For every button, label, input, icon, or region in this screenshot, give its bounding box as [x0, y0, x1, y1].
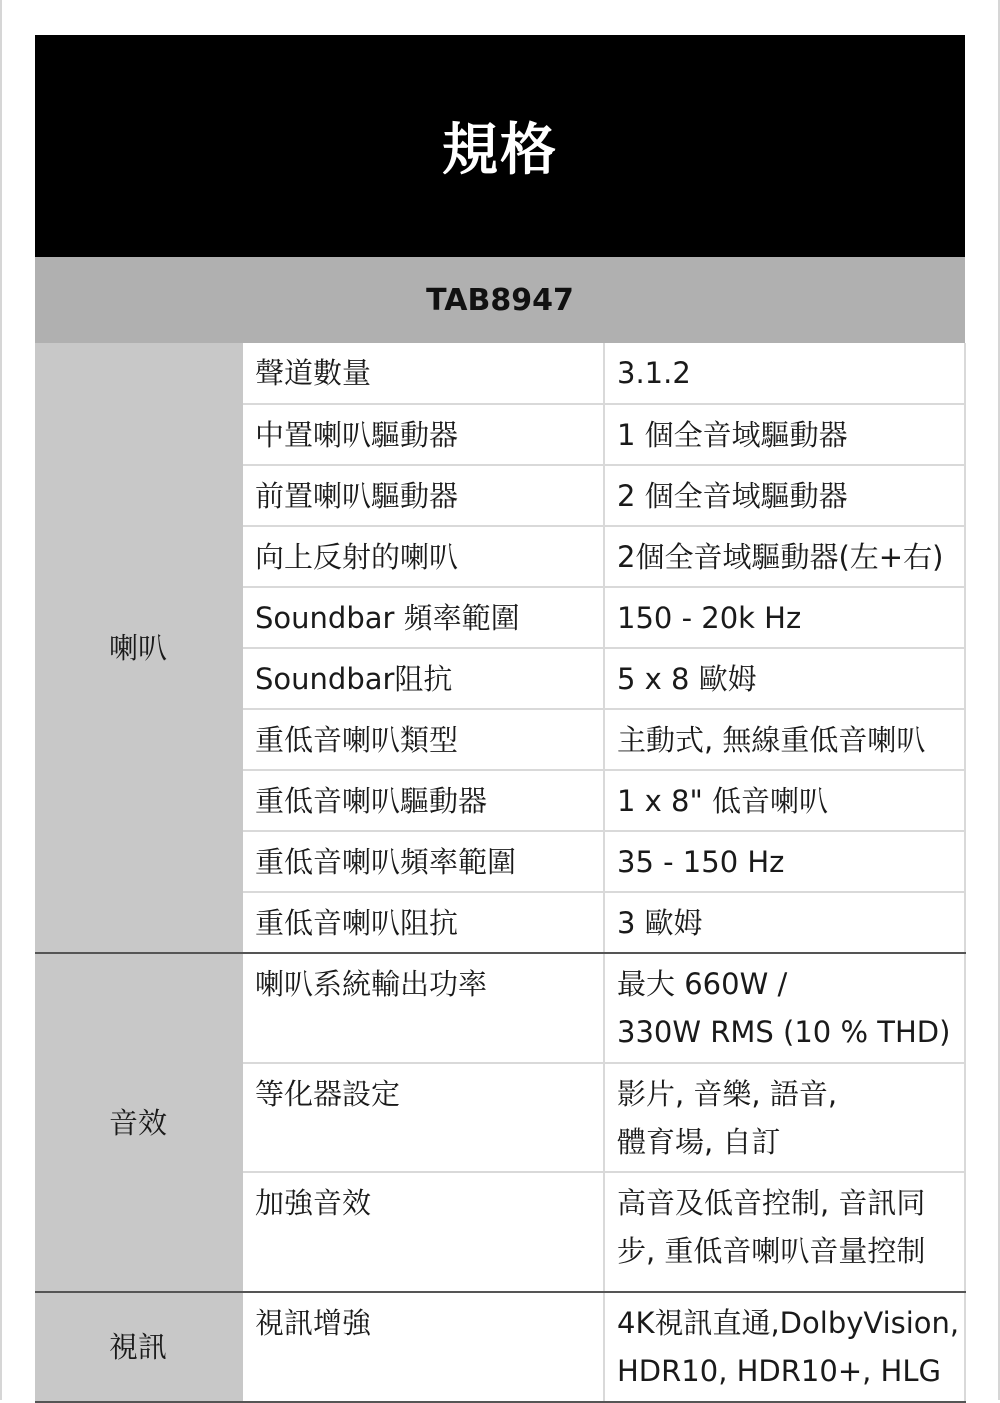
spec-value: 2個全音域驅動器(左+右): [604, 526, 965, 587]
spec-key: 喇叭系統輸出功率: [243, 953, 604, 1063]
category-sound: 音效: [35, 953, 243, 1292]
spec-value-line: 330W RMS (10 % THD): [617, 1015, 951, 1049]
spec-value: 3 歐姆: [604, 892, 965, 953]
spec-value-line: 影片, 音樂, 語音,: [617, 1077, 838, 1111]
spec-value: 3.1.2: [604, 343, 965, 404]
spec-key: 重低音喇叭阻抗: [243, 892, 604, 953]
spec-value: 1 個全音域驅動器: [604, 404, 965, 465]
spec-value: 35 - 150 Hz: [604, 831, 965, 892]
spec-value: 150 - 20k Hz: [604, 587, 965, 648]
spec-key: 中置喇叭驅動器: [243, 404, 604, 465]
spec-value-line: 4K視訊直通,DolbyVision,: [617, 1306, 960, 1340]
spec-value: 2 個全音域驅動器: [604, 465, 965, 526]
spec-key: 聲道數量: [243, 343, 604, 404]
spec-key: Soundbar 頻率範圍: [243, 587, 604, 648]
spec-key: 重低音喇叭驅動器: [243, 770, 604, 831]
spec-table: [35, 343, 966, 1403]
spec-key: 前置喇叭驅動器: [243, 465, 604, 526]
spec-value-line: 體育場, 自訂: [617, 1125, 781, 1159]
spec-key: 等化器設定: [243, 1063, 604, 1172]
spec-value-line: HDR10, HDR10+, HLG: [617, 1354, 941, 1388]
category-video: 視訊: [35, 1292, 243, 1402]
page-title: 規格: [442, 118, 558, 183]
table-row: [35, 343, 965, 404]
model-name: TAB8947: [426, 282, 574, 318]
spec-key: 重低音喇叭類型: [243, 709, 604, 770]
spec-key: 重低音喇叭頻率範圍: [243, 831, 604, 892]
spec-value: 1 x 8" 低音喇叭: [604, 770, 965, 831]
title-banner: [35, 35, 965, 257]
spec-key: 視訊增強: [243, 1292, 604, 1402]
spec-key: Soundbar阻抗: [243, 648, 604, 709]
spec-value: [604, 1172, 965, 1292]
spec-value: [604, 1063, 965, 1172]
table-row: [35, 1292, 965, 1402]
spec-key: 加強音效: [243, 1172, 604, 1292]
spec-value-line: 高音及低音控制, 音訊同: [617, 1186, 926, 1220]
spec-value: 5 x 8 歐姆: [604, 648, 965, 709]
category-speaker: 喇叭: [35, 343, 243, 953]
spec-value: 主動式, 無線重低音喇叭: [604, 709, 965, 770]
spec-key: 向上反射的喇叭: [243, 526, 604, 587]
spec-value-line: 最大 660W /: [617, 967, 788, 1001]
table-row: [35, 953, 965, 1063]
spec-value-line: 步, 重低音喇叭音量控制: [617, 1234, 926, 1268]
model-header: [35, 257, 965, 343]
spec-value: [604, 953, 965, 1063]
spec-value: [604, 1292, 965, 1402]
